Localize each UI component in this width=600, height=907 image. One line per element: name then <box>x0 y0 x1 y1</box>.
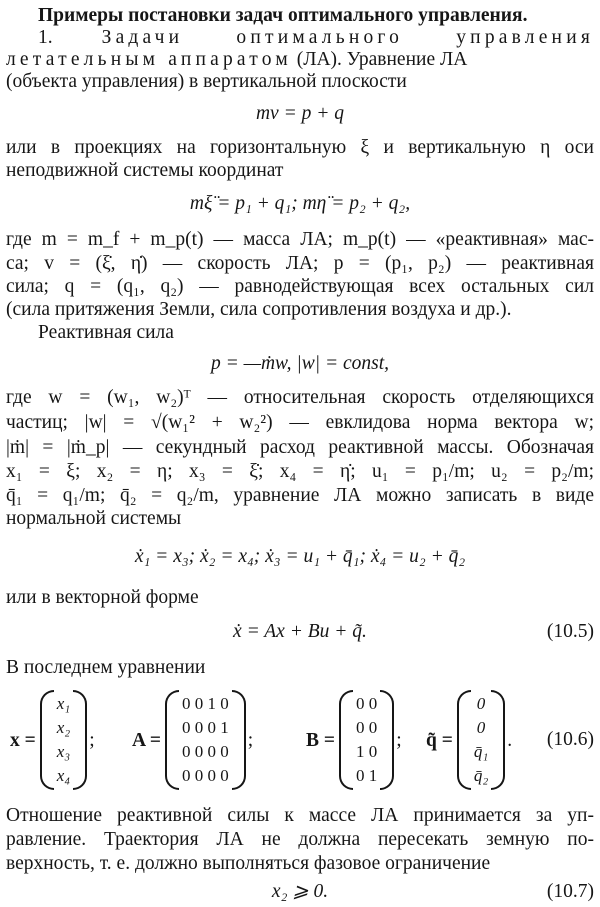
text-line: или в векторной форме <box>6 587 199 608</box>
problem-title-spaced-1: Задачи оптимального управления <box>101 27 594 48</box>
matrix-x <box>40 690 87 790</box>
text-line: са; v = (ξ̇, η̇) — скорость ЛА; p = (p₁, p₂) — реактивная <box>6 253 594 274</box>
equation-10-5 <box>6 620 594 643</box>
text-line: нормальной системы <box>6 508 182 529</box>
matrix-cell: 0 <box>476 694 486 713</box>
matrix-row: 0 0 1 0 <box>182 694 229 713</box>
section-heading: Примеры постановки задач оптимального управления. <box>38 5 528 26</box>
text-line: равление. Траектория ЛА не должна пересекать земную по- <box>6 829 594 850</box>
matrix-cell: x₂ <box>56 718 71 737</box>
equation-10-7-body: x₂ ⩾ 0. <box>271 881 329 902</box>
text-line: Отношение реактивной силы к массе ЛА принимается за уп- <box>6 805 594 826</box>
text-line: где m = m_f + m_p(t) — масса ЛА; m_p(t) — «реактивная» мас- <box>6 229 594 250</box>
text-line: (сила притяжения Земли, сила сопротивления воздуха и др.). <box>6 299 512 320</box>
matrix-q <box>457 690 505 790</box>
matrix-cell: q̄₁ <box>473 742 489 761</box>
matrix-cell: x₄ <box>56 766 71 785</box>
text-line: неподвижной системы координат <box>6 160 284 181</box>
equation-1: mv = p + q <box>255 103 345 124</box>
text-line: сила; q = (q₁, q₂) — равнодействующая всех остальных сил <box>6 276 594 297</box>
matrix-x-label: x = <box>10 729 36 751</box>
matrix-a-group: A = 0 0 1 0 0 0 0 1 0 0 0 0 0 0 0 0 ; <box>132 690 259 790</box>
matrix-row: 0 0 <box>356 718 378 737</box>
text-line: В последнем уравнении <box>6 657 206 678</box>
equation-10-5-body: ẋ = Ax + Bu + q̃. <box>233 621 367 642</box>
matrix-cell: x₁ <box>56 694 71 713</box>
matrix-x-group: x = x₁ x₂ x₃ x₄ ; <box>10 690 101 790</box>
equation-4: ẋ₁ = x₃; ẋ₂ = x₄; ẋ₃ = u₁ + q̄₁; ẋ₄ = u₂ + q̄₂ <box>134 546 466 567</box>
equation-10-6 <box>6 690 594 790</box>
text-line: или в проекциях на горизонтальную ξ и вертикальную η оси <box>6 137 594 158</box>
matrix-a <box>165 690 246 790</box>
problem-number: 1. <box>38 27 53 48</box>
equation-number: (10.7) <box>546 881 594 902</box>
text-line: q̄₁ = q₁/m; q̄₂ = q₂/m, уравнение ЛА можно записать в виде <box>6 485 594 506</box>
matrix-q-label: q̃ = <box>426 729 453 751</box>
matrix-a-label: A = <box>132 729 161 751</box>
matrix-cell: x₃ <box>56 742 71 761</box>
matrix-b <box>339 690 394 790</box>
matrix-row: 0 0 0 0 <box>182 742 229 761</box>
text-line: частиц; |w| = √(w₁² + w₂²) — евклидова норма вектора w; <box>6 412 594 433</box>
problem-title-line-2 <box>6 48 594 71</box>
text-line: где w = (w₁, w₂)ᵀ — относительная скорость отделяющихся <box>6 387 594 408</box>
matrix-b-label: B = <box>306 729 335 751</box>
equation-2: mξ̈ = p₁ + q₁; mη̈ = p₂ + q₂, <box>189 193 411 214</box>
text-line: верхность, т. е. должно выполняться фазовое ограничение <box>6 853 491 874</box>
equation-number: (10.5) <box>546 621 594 642</box>
problem-title-line-1 <box>38 26 594 49</box>
matrix-cell: q̄₂ <box>473 766 489 785</box>
text-line: Реактивная сила <box>38 322 174 343</box>
problem-title-spaced-2: летательным аппаратом <box>6 49 292 70</box>
equation-3: p = —ṁw, |w| = const, <box>210 353 390 374</box>
equation-number: (10.6) <box>546 729 594 750</box>
text-line: (объекта управления) в вертикальной плоскости <box>6 71 407 92</box>
matrix-row: 0 0 0 1 <box>182 718 229 737</box>
matrix-row: 0 0 0 0 <box>182 766 229 785</box>
text-line: |ṁ| = |ṁ_p| — секундный расход реактивной массы. Обозначая <box>6 437 594 458</box>
matrix-row: 0 0 <box>356 694 378 713</box>
equation-10-7 <box>6 880 594 903</box>
text-line: x₁ = ξ; x₂ = η; x₃ = ξ̇; x₄ = η̇; u₁ = p₁/m; u₂ = p₂/m; <box>6 461 594 482</box>
problem-title-rest: (ЛА). Уравнение ЛА <box>296 49 468 70</box>
matrix-row: 1 0 <box>356 742 378 761</box>
matrix-row: 0 1 <box>356 766 378 785</box>
matrix-b-group: B = 0 0 0 0 1 0 0 1 ; <box>306 690 408 790</box>
matrix-cell: 0 <box>476 718 486 737</box>
matrix-q-group: q̃ = 0 0 q̄₁ q̄₂ . <box>426 690 518 790</box>
